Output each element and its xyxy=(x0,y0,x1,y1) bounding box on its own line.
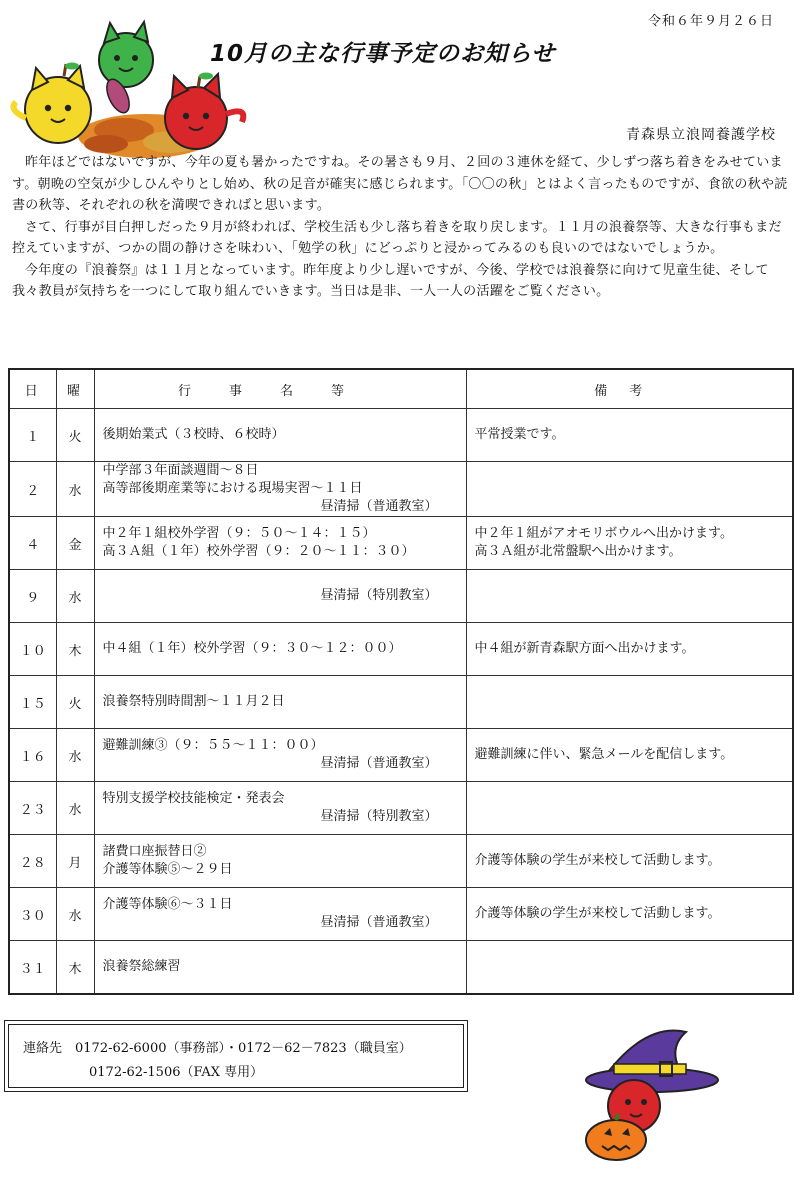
table-row xyxy=(9,729,793,782)
event-text: 特別支援学校技能検定・発表会 xyxy=(102,791,285,806)
cell-note xyxy=(466,623,793,676)
table-row xyxy=(9,888,793,941)
table-row xyxy=(9,623,793,676)
event-text: 避難訓練③（９：５５～１１：００） xyxy=(102,738,324,753)
cell-day: ２ xyxy=(9,462,56,517)
document-date: 令和６年９月２６日 xyxy=(647,14,774,29)
intro-paragraph: さて、行事が目白押しだった９月が終われば、学校生活も少し落ち着きを取り戻します。１１月の浪養祭等、大きな行事もまだ控えていますが、つかの間の静けさを味わい、「勉学の秋」にどっぷりと浸かってみるのも良いのではないでしょうか。 xyxy=(12,219,782,256)
cleaning-text: 昼清掃（特別教室） xyxy=(320,588,438,603)
cell-weekday: 火 xyxy=(56,409,94,462)
cell-weekday: 金 xyxy=(56,517,94,570)
intro-paragraph: 今年度の『浪養祭』は１１月となっています。昨年度より少し遅いですが、今後、学校では浪養祭に向けて児童生徒、そして我々教員が気持ちを一つにして取り組んでいきます。当日は是非、一人一人の活躍をご覧ください。 xyxy=(12,262,769,299)
yellow-cat-mascot xyxy=(14,63,91,144)
table-row xyxy=(9,462,793,517)
table-row xyxy=(9,570,793,623)
cell-day: ４ xyxy=(9,517,56,570)
cell-day: １５ xyxy=(9,676,56,729)
cell-day: ３０ xyxy=(9,888,56,941)
cell-event xyxy=(94,462,466,517)
table-row xyxy=(9,835,793,888)
cell-note xyxy=(466,462,793,517)
cell-day: １ xyxy=(9,409,56,462)
intro-text xyxy=(12,152,790,303)
cell-day: ３１ xyxy=(9,941,56,995)
cell-event xyxy=(94,729,466,782)
note-text: 中２年１組がアオモリボウルへ出かけます。 xyxy=(474,526,733,541)
table-row xyxy=(9,517,793,570)
event-text: 中４組（１年）校外学習（９：３０～１２：００） xyxy=(102,641,402,656)
cell-note xyxy=(466,941,793,995)
event-text: 高３Ａ組（１年）校外学習（９：２０～１１：３０） xyxy=(102,544,415,559)
cell-event xyxy=(94,782,466,835)
intro-paragraph: 昨年ほどではないですが、今年の夏も暑かったですね。その暑さも９月、２回の３連休を経て、少しずつ落ち着きをみせています。朝晩の空気が少しひんやりとし始め、秋の足音が確実に感じられます。「〇〇の秋」とはよく言ったものですが、食欲の秋や読書の秋等、それぞれの秋を満喫できればと思います。 xyxy=(12,155,788,213)
cell-event xyxy=(94,409,466,462)
table-body xyxy=(9,409,793,995)
cell-note xyxy=(466,517,793,570)
cell-weekday: 月 xyxy=(56,835,94,888)
cell-weekday: 水 xyxy=(56,462,94,517)
cell-weekday: 水 xyxy=(56,729,94,782)
red-cat-mascot xyxy=(165,73,243,150)
event-text: 高等部後期産業等における現場実習～１１日 xyxy=(102,481,363,496)
table-row xyxy=(9,676,793,729)
event-text: 介護等体験⑤～２９日 xyxy=(102,862,233,877)
table-row xyxy=(9,409,793,462)
table-header-row xyxy=(9,369,793,409)
school-name: 青森県立浪岡養護学校 xyxy=(626,127,776,143)
cell-day: １６ xyxy=(9,729,56,782)
event-text: 中学部３年面談週間～８日 xyxy=(102,463,259,478)
witch-hat-icon xyxy=(586,1031,718,1092)
cell-weekday: 木 xyxy=(56,941,94,995)
cleaning-text: 昼清掃（普通教室） xyxy=(320,915,438,930)
cell-day: ２８ xyxy=(9,835,56,888)
cell-day: ２３ xyxy=(9,782,56,835)
header-event: 行事名等 xyxy=(94,369,466,409)
cell-weekday: 水 xyxy=(56,888,94,941)
green-cat-mascot xyxy=(99,22,153,116)
table-row xyxy=(9,782,793,835)
cell-day: ９ xyxy=(9,570,56,623)
note-text: 平常授業です。 xyxy=(474,427,565,442)
cleaning-text: 昼清掃（特別教室） xyxy=(320,809,438,824)
event-text: 浪養祭総練習 xyxy=(102,959,181,974)
cell-event xyxy=(94,623,466,676)
cell-event xyxy=(94,517,466,570)
event-text: 諸費口座振替日② xyxy=(102,844,207,859)
event-text: 中２年１組校外学習（９：５０～１４：１５） xyxy=(102,526,376,541)
contact-fax: 0172-62-1506（FAX 専用） xyxy=(89,1065,264,1080)
cell-note xyxy=(466,570,793,623)
cell-event xyxy=(94,835,466,888)
table-row xyxy=(9,941,793,995)
event-text: 浪養祭特別時間割～１１月２日 xyxy=(102,694,285,709)
cell-event xyxy=(94,570,466,623)
cell-note xyxy=(466,835,793,888)
contact-phone: 連絡先 0172-62-6000（事務部）・0172－62－7823（職員室） xyxy=(23,1041,412,1056)
note-text: 中４組が新青森駅方面へ出かけます。 xyxy=(474,641,695,656)
cell-event xyxy=(94,941,466,995)
cell-day: １０ xyxy=(9,623,56,676)
header-day: 日 xyxy=(9,369,56,409)
apple-cat-witch-illustration xyxy=(574,1022,744,1162)
note-text: 介護等体験の学生が来校して活動します。 xyxy=(474,906,721,921)
cell-note xyxy=(466,729,793,782)
cell-weekday: 木 xyxy=(56,623,94,676)
note-text: 避難訓練に伴い、緊急メールを配信します。 xyxy=(474,747,734,762)
header-weekday: 曜 xyxy=(56,369,94,409)
event-text: 後期始業式（３校時、６校時） xyxy=(102,427,285,442)
cell-note xyxy=(466,782,793,835)
cell-note xyxy=(466,888,793,941)
header-note: 備考 xyxy=(466,369,793,409)
page-title: 10月の主な行事予定のお知らせ xyxy=(210,41,556,67)
cell-note xyxy=(466,676,793,729)
cleaning-text: 昼清掃（普通教室） xyxy=(320,499,438,514)
event-text: 介護等体験⑥～３１日 xyxy=(102,897,233,912)
cleaning-text: 昼清掃（普通教室） xyxy=(320,756,438,771)
contact-box xyxy=(8,1024,464,1088)
cell-event xyxy=(94,676,466,729)
event-schedule-table xyxy=(8,368,794,995)
cell-weekday: 火 xyxy=(56,676,94,729)
cell-weekday: 水 xyxy=(56,782,94,835)
cell-event xyxy=(94,888,466,941)
note-text: 介護等体験の学生が来校して活動します。 xyxy=(474,853,721,868)
cell-weekday: 水 xyxy=(56,570,94,623)
note-text: 高３Ａ組が北常盤駅へ出かけます。 xyxy=(474,544,682,559)
cell-note xyxy=(466,409,793,462)
